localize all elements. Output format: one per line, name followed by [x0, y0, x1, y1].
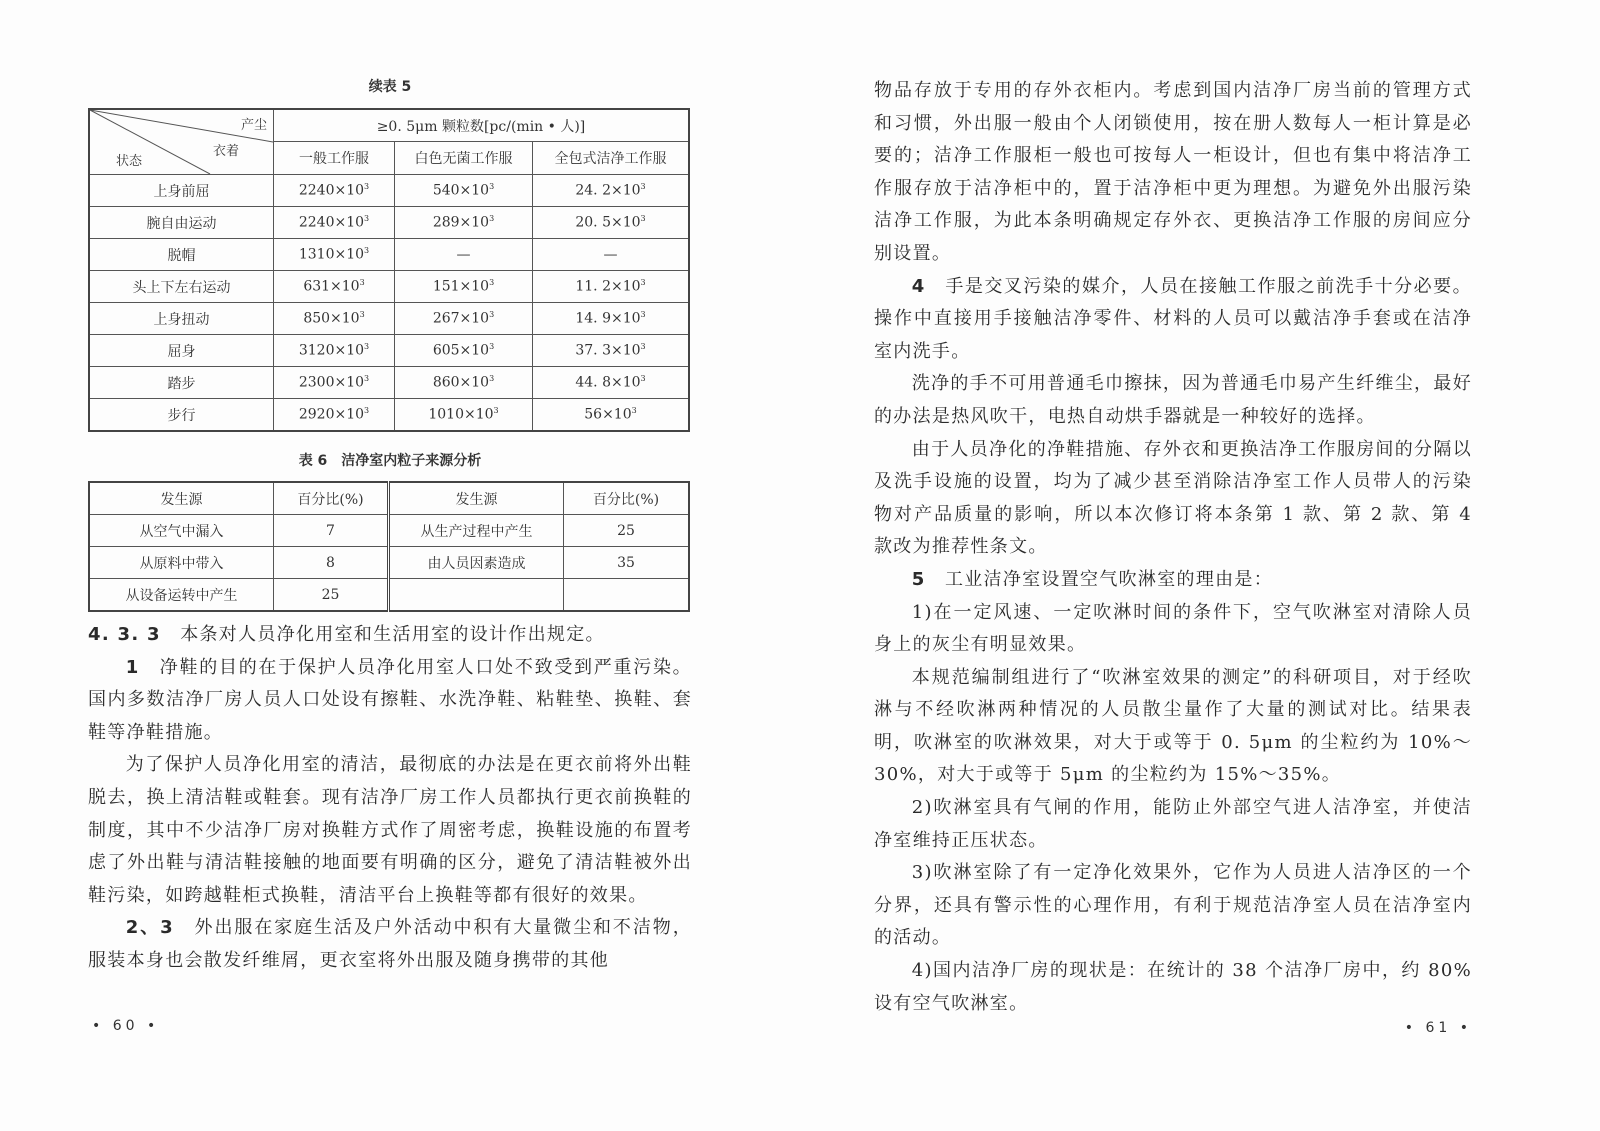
cell-value: 267×10	[432, 310, 490, 327]
table5-value-cell	[533, 207, 690, 239]
table5-value-cell	[274, 175, 395, 207]
exponent: 3	[364, 214, 370, 224]
table6-percent-cell: 35	[564, 547, 690, 579]
exponent: 3	[640, 214, 646, 224]
table5-diagonal-header	[89, 109, 274, 175]
cell-value: 631×10	[303, 278, 360, 295]
exponent: 3	[489, 374, 495, 384]
exponent: 3	[640, 374, 646, 384]
paragraph: 洗净的手不可用普通毛巾擦抹，因为普通毛巾易产生纤维尘，最好的办法是热风吹干，电热自动烘手器就是一种较好的选择。	[874, 373, 1472, 427]
cell-value: 56×10	[584, 406, 632, 423]
paragraph-text: 净鞋的目的在于保护人员净化用室人口处不致受到严重污染。国内多数洁净厂房人员人口处设有擦鞋、水洗净鞋、粘鞋垫、换鞋、套鞋等净鞋措施。	[88, 656, 692, 743]
cell-value: 3120×10	[298, 342, 365, 359]
cell-value: 860×10	[432, 374, 490, 391]
exponent: 3	[364, 374, 370, 384]
table6-caption: 表 6 洁净室内粒子来源分析	[298, 453, 482, 469]
table5-caption: 续表 5	[368, 79, 412, 95]
paragraph-text: 工业洁净室设置空气吹淋室的理由是：	[944, 568, 1274, 590]
item-number: 4	[911, 275, 926, 297]
exponent: 3	[359, 278, 365, 288]
table6-row	[89, 515, 689, 547]
table5-row	[89, 207, 689, 239]
exponent: 3	[364, 342, 370, 352]
table5	[88, 108, 690, 432]
table5-value-cell	[274, 367, 395, 399]
table5-value-cell	[533, 399, 690, 432]
paragraph: 物品存放于专用的存外衣柜内。考虑到国内洁净厂房当前的管理方式和习惯，外出服一般由个人闭锁使用，按在册人数每人一柜计算是必要的；洁净工作服柜一般也可按每人一柜设计，但也有集中将洁净工作服存放于洁净柜中的，置于洁净柜中更为理想。为避免外出服污染洁净工作服，为此本条明确规定存外衣、更换洁净工作服的房间应分别设置。	[874, 80, 1472, 264]
table5-value-cell	[274, 207, 395, 239]
paragraph	[88, 912, 692, 977]
exponent: 3	[640, 342, 646, 352]
table6-percent-cell: 8	[274, 547, 389, 579]
table5-state-cell: 脱帽	[89, 239, 274, 271]
cell-value: 2920×10	[298, 406, 365, 423]
exponent: 3	[493, 406, 499, 416]
table6-percent-cell: 7	[274, 515, 389, 547]
page-number-right: • 61 •	[1404, 1020, 1472, 1036]
table5-value-cell	[395, 175, 533, 207]
exponent: 3	[631, 406, 637, 416]
cell-value: 1310×10	[298, 246, 365, 263]
page-number-left: • 60 •	[92, 1018, 160, 1034]
exponent: 3	[359, 310, 365, 320]
exponent: 3	[489, 310, 495, 320]
cell-value: 11. 2×10	[575, 278, 641, 295]
table5-row	[89, 335, 689, 367]
table5-row	[89, 239, 689, 271]
exponent: 3	[489, 182, 495, 192]
diag-label-state: 状态	[116, 154, 143, 169]
table5-row	[89, 175, 689, 207]
paragraph: 1)在一定风速、一定吹淋时间的条件下，空气吹淋室对清除人员身上的灰尘有明显效果。	[874, 601, 1472, 656]
table5-state-cell: 上身扭动	[89, 303, 274, 335]
table5-state-cell: 头上下左右运动	[89, 271, 274, 303]
exponent: 3	[640, 278, 646, 288]
exponent: 3	[489, 342, 495, 352]
paragraph: 4)国内洁净厂房的现状是：在统计的 38 个洁净厂房中，约 80%设有空气吹淋室。	[874, 960, 1472, 1014]
table5-value-cell	[395, 335, 533, 367]
item-number: 5	[911, 568, 926, 590]
cell-value: —	[456, 246, 471, 263]
paragraph-text: 手是交叉污染的媒介，人员在接触工作服之前洗手十分必要。操作中直接用手接触洁净零件、材料的人员可以戴洁净手套或在洁净室内洗手。	[874, 275, 1472, 362]
paragraph	[874, 271, 1472, 369]
table5-value-cell	[274, 399, 395, 432]
paragraph: 为了保护人员净化用室的清洁，最彻底的办法是在更衣前将外出鞋脱去，换上清洁鞋或鞋套。现有洁净厂房工作人员都执行更衣前换鞋的制度，其中不少洁净厂房对换鞋方式作了周密考虑，换鞋设施的布置考虑了外出鞋与清洁鞋接触的地面要有明确的区分，避免了清洁鞋被外出鞋污染，如跨越鞋柜式换鞋，清洁平台上换鞋等都有很好的效果。	[88, 754, 692, 906]
table5-state-cell: 踏步	[89, 367, 274, 399]
table5-value-cell	[533, 367, 690, 399]
table6-source-cell: 由人员因素造成	[389, 547, 564, 579]
right-body-text	[874, 75, 1472, 1020]
exponent: 3	[640, 182, 646, 192]
table6-source-cell: 从生产过程中产生	[389, 515, 564, 547]
table5-value-cell	[395, 367, 533, 399]
table5-value-cell	[395, 239, 533, 271]
paragraph-text: 外出服在家庭生活及户外活动中积有大量微尘和不洁物，服装本身也会散发纤维屑，更衣室将外出服及随身携带的其他	[88, 917, 692, 971]
exponent: 3	[640, 310, 646, 320]
table5-value-cell	[533, 175, 690, 207]
cell-value: 605×10	[432, 342, 490, 359]
exponent: 3	[489, 278, 495, 288]
table5-col-header: 全包式洁净工作服	[533, 142, 690, 175]
table5-state-cell: 屈身	[89, 335, 274, 367]
table6	[88, 481, 690, 612]
paragraph: 2)吹淋室具有气闸的作用，能防止外部空气进人洁净室，并使洁净室维持正压状态。	[874, 797, 1472, 851]
paragraph	[874, 564, 1472, 597]
item-number: 1	[125, 656, 140, 678]
table6-percent-cell	[564, 579, 690, 612]
cell-value: 1010×10	[428, 406, 494, 423]
cell-value: 2300×10	[298, 374, 365, 391]
cell-value: 2240×10	[298, 214, 365, 231]
table5-value-cell	[533, 239, 690, 271]
table6-percent-cell: 25	[274, 579, 389, 612]
table5-col-header: 一般工作服	[274, 142, 395, 175]
exponent: 3	[364, 182, 370, 192]
exponent: 3	[364, 246, 370, 256]
table5-value-cell	[533, 271, 690, 303]
cell-value: 540×10	[432, 182, 490, 199]
cell-value: 24. 2×10	[575, 182, 641, 199]
cell-value: 2240×10	[298, 182, 365, 199]
table6-source-cell: 从原料中带入	[89, 547, 274, 579]
table6-source-cell	[389, 579, 564, 612]
paragraph: 由于人员净化的净鞋措施、存外衣和更换洁净工作服房间的分隔以及洗手设施的设置，均为了减少甚至消除洁净室工作人员带人的污染物对产品质量的影响，所以本次修订将本条第 1 款、第 2 款、第 4 款改为推荐性条文。	[874, 438, 1472, 558]
table6-row	[89, 579, 689, 612]
diag-label-dust: 产尘	[240, 118, 267, 133]
paragraph	[88, 652, 692, 750]
table6-source-cell: 从设备运转中产生	[89, 579, 274, 612]
cell-value: 289×10	[432, 214, 490, 231]
table5-value-cell	[395, 207, 533, 239]
paragraph: 本规范编制组进行了“吹淋室效果的测定”的科研项目，对于经吹淋与不经吹淋两种情况的人员散尘量作了大量的测试对比。结果表明，吹淋室的吹淋效果，对大于或等于 0. 5μm 的尘粒约为 10%～30%，对大于或等于 5μm 的尘粒约为 15%～35%。	[874, 666, 1472, 786]
table5-col-header: 白色无菌工作服	[395, 142, 533, 175]
section-4-3-3	[88, 619, 692, 652]
table5-value-cell	[274, 271, 395, 303]
table5-group-header: ≥0. 5μm 颗粒数[pc/(min • 人)]	[274, 109, 690, 142]
table5-row	[89, 271, 689, 303]
table5-state-cell: 腕自由运动	[89, 207, 274, 239]
cell-value: 37. 3×10	[575, 342, 641, 359]
table5-value-cell	[395, 303, 533, 335]
cell-value: 44. 8×10	[575, 374, 641, 391]
table6-header: 发生源	[89, 482, 274, 515]
table5-value-cell	[274, 335, 395, 367]
table5-value-cell	[395, 399, 533, 432]
cell-value: 14. 9×10	[575, 310, 641, 327]
table5-row	[89, 367, 689, 399]
diag-label-clothing: 衣着	[212, 144, 239, 159]
table5-value-cell	[395, 271, 533, 303]
table6-percent-cell: 25	[564, 515, 690, 547]
table5-row	[89, 399, 689, 432]
table5-state-cell: 步行	[89, 399, 274, 432]
table5-state-cell: 上身前屈	[89, 175, 274, 207]
cell-value: —	[603, 246, 618, 263]
exponent: 3	[364, 406, 370, 416]
table6-row	[89, 547, 689, 579]
table6-header: 百分比(%)	[564, 482, 690, 515]
table6-source-cell: 从空气中漏入	[89, 515, 274, 547]
table5-value-cell	[533, 335, 690, 367]
left-body-text	[88, 619, 692, 978]
table5-value-cell	[274, 239, 395, 271]
section-text: 本条对人员净化用室和生活用室的设计作出规定。	[180, 624, 605, 645]
table5-value-cell	[274, 303, 395, 335]
table6-header: 百分比(%)	[274, 482, 389, 515]
item-number: 2、3	[125, 917, 174, 939]
table5-row	[89, 303, 689, 335]
section-number: 4. 3. 3	[88, 624, 161, 645]
cell-value: 850×10	[303, 310, 360, 327]
paragraph: 3)吹淋室除了有一定净化效果外，它作为人员进人洁净区的一个分界，还具有警示性的心理作用，有利于规范洁净室人员在洁净室内的活动。	[874, 862, 1472, 949]
cell-value: 151×10	[432, 278, 490, 295]
cell-value: 20. 5×10	[575, 214, 641, 231]
exponent: 3	[489, 214, 495, 224]
table5-value-cell	[533, 303, 690, 335]
table6-header: 发生源	[389, 482, 564, 515]
